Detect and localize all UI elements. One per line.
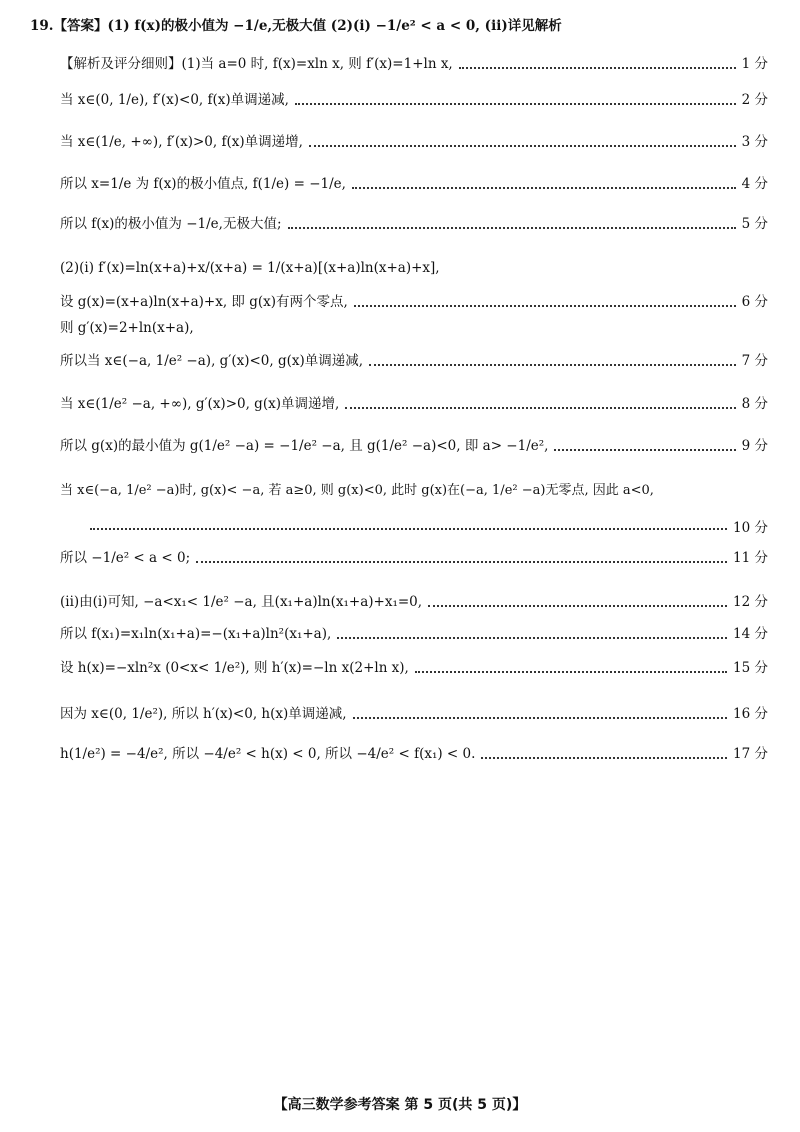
score: 12 分: [733, 594, 768, 610]
line-text: 当 x∈(1/e² −a, +∞), g′(x)>0, g(x)单调递增,: [60, 396, 340, 412]
line-text: 所以 f(x₁)=x₁ln(x₁+a)=−(x₁+a)ln²(x₁+a),: [60, 626, 332, 642]
solution-line-12: [60, 484, 768, 497]
line-text: 所以 x=1/e 为 f(x)的极小值点, f(1/e) = −1/e,: [60, 176, 346, 192]
score: 1 分: [741, 56, 768, 72]
line-text: 设 g(x)=(x+a)ln(x+a)+x, 即 g(x)有两个零点,: [60, 294, 348, 310]
solution-line-4: [60, 178, 768, 192]
solution-line-17: [60, 662, 768, 676]
score: 11 分: [733, 550, 768, 566]
leader-dots: [415, 671, 727, 673]
line-text: 当 x∈(1/e, +∞), f′(x)>0, f(x)单调递增,: [60, 134, 303, 150]
line-text: 所以 g(x)的最小值为 g(1/e² −a) = −1/e² −a, 且 g(1/e² −a)<0, 即 a> −1/e²,: [60, 438, 549, 454]
line-text: 则 g′(x)=2+ln(x+a),: [60, 320, 194, 336]
solution-line-10: [60, 398, 768, 412]
solution-line-1: [60, 58, 768, 72]
score: 3 分: [741, 134, 768, 150]
line-text: 【解析及评分细则】(1)当 a=0 时, f(x)=xln x, 则 f′(x)=1+ln x,: [60, 56, 453, 72]
line-text: 所以当 x∈(−a, 1/e² −a), g′(x)<0, g(x)单调递减,: [60, 353, 364, 369]
answer-line: [30, 20, 768, 34]
solution-line-5: [60, 218, 768, 232]
score: 4 分: [741, 176, 768, 192]
score: 10 分: [733, 520, 768, 536]
leader-dots: [352, 187, 736, 189]
leader-dots: [353, 717, 727, 719]
solution-line-16: [60, 628, 768, 642]
leader-dots: [295, 103, 736, 105]
score: 2 分: [741, 92, 768, 108]
solution-line-11: [60, 440, 768, 454]
solution-line-8: [60, 322, 768, 336]
line-text: 当 x∈(−a, 1/e² −a)时, g(x)< −a, 若 a≥0, 则 g(x)<0, 此时 g(x)在(−a, 1/e² −a)无零点, 因此 a<0,: [60, 483, 654, 498]
solution-line-13: [90, 516, 768, 536]
solution-line-2: [60, 94, 768, 108]
leader-dots: [288, 227, 736, 229]
solution-line-9: [60, 355, 768, 369]
solution-line-15: [60, 596, 768, 610]
leader-dots: [345, 407, 735, 409]
leader-dots: [90, 528, 727, 530]
line-text: 当 x∈(0, 1/e), f′(x)<0, f(x)单调递减,: [60, 92, 289, 108]
line-text: (ii)由(i)可知, −a<x₁< 1/e² −a, 且(x₁+a)ln(x₁+a)+x₁=0,: [60, 594, 423, 610]
line-text: 19.【答案】(1) f(x)的极小值为 −1/e,无极大值 (2)(i) −1/e² < a < 0, (ii)详见解析: [30, 18, 562, 34]
solution-line-6: [60, 262, 768, 276]
leader-dots: [428, 605, 727, 607]
leader-dots: [554, 449, 735, 451]
solution-line-7: [60, 296, 768, 310]
score: 14 分: [733, 626, 768, 642]
solution-line-18: [60, 708, 768, 722]
score: 6 分: [741, 294, 768, 310]
score: 16 分: [733, 706, 768, 722]
score: 7 分: [741, 353, 768, 369]
line-text: (2)(i) f′(x)=ln(x+a)+x/(x+a) = 1/(x+a)[(x+a)ln(x+a)+x],: [60, 260, 440, 276]
leader-dots: [196, 561, 727, 563]
score: 8 分: [741, 396, 768, 412]
score: 15 分: [733, 660, 768, 676]
solution-line-19: [60, 748, 768, 762]
score: 17 分: [733, 746, 768, 762]
leader-dots: [369, 364, 736, 366]
line-text: h(1/e²) = −4/e², 所以 −4/e² < h(x) < 0, 所以 −4/e² < f(x₁) < 0.: [60, 746, 476, 762]
solution-line-14: [60, 552, 768, 566]
line-text: 所以 −1/e² < a < 0;: [60, 550, 191, 566]
leader-dots: [309, 145, 736, 147]
page-footer: 【高三数学参考答案 第 5 页(共 5 页)】: [273, 1097, 527, 1113]
leader-dots: [337, 637, 727, 639]
line-text: 因为 x∈(0, 1/e²), 所以 h′(x)<0, h(x)单调递减,: [60, 706, 347, 722]
leader-dots: [354, 305, 736, 307]
leader-dots: [481, 757, 727, 759]
solution-line-3: [60, 136, 768, 150]
score: 5 分: [741, 216, 768, 232]
line-text: 所以 f(x)的极小值为 −1/e,无极大值;: [60, 216, 282, 232]
leader-dots: [459, 67, 736, 69]
score: 9 分: [741, 438, 768, 454]
line-text: 设 h(x)=−xln²x (0<x< 1/e²), 则 h′(x)=−ln x(2+ln x),: [60, 660, 409, 676]
